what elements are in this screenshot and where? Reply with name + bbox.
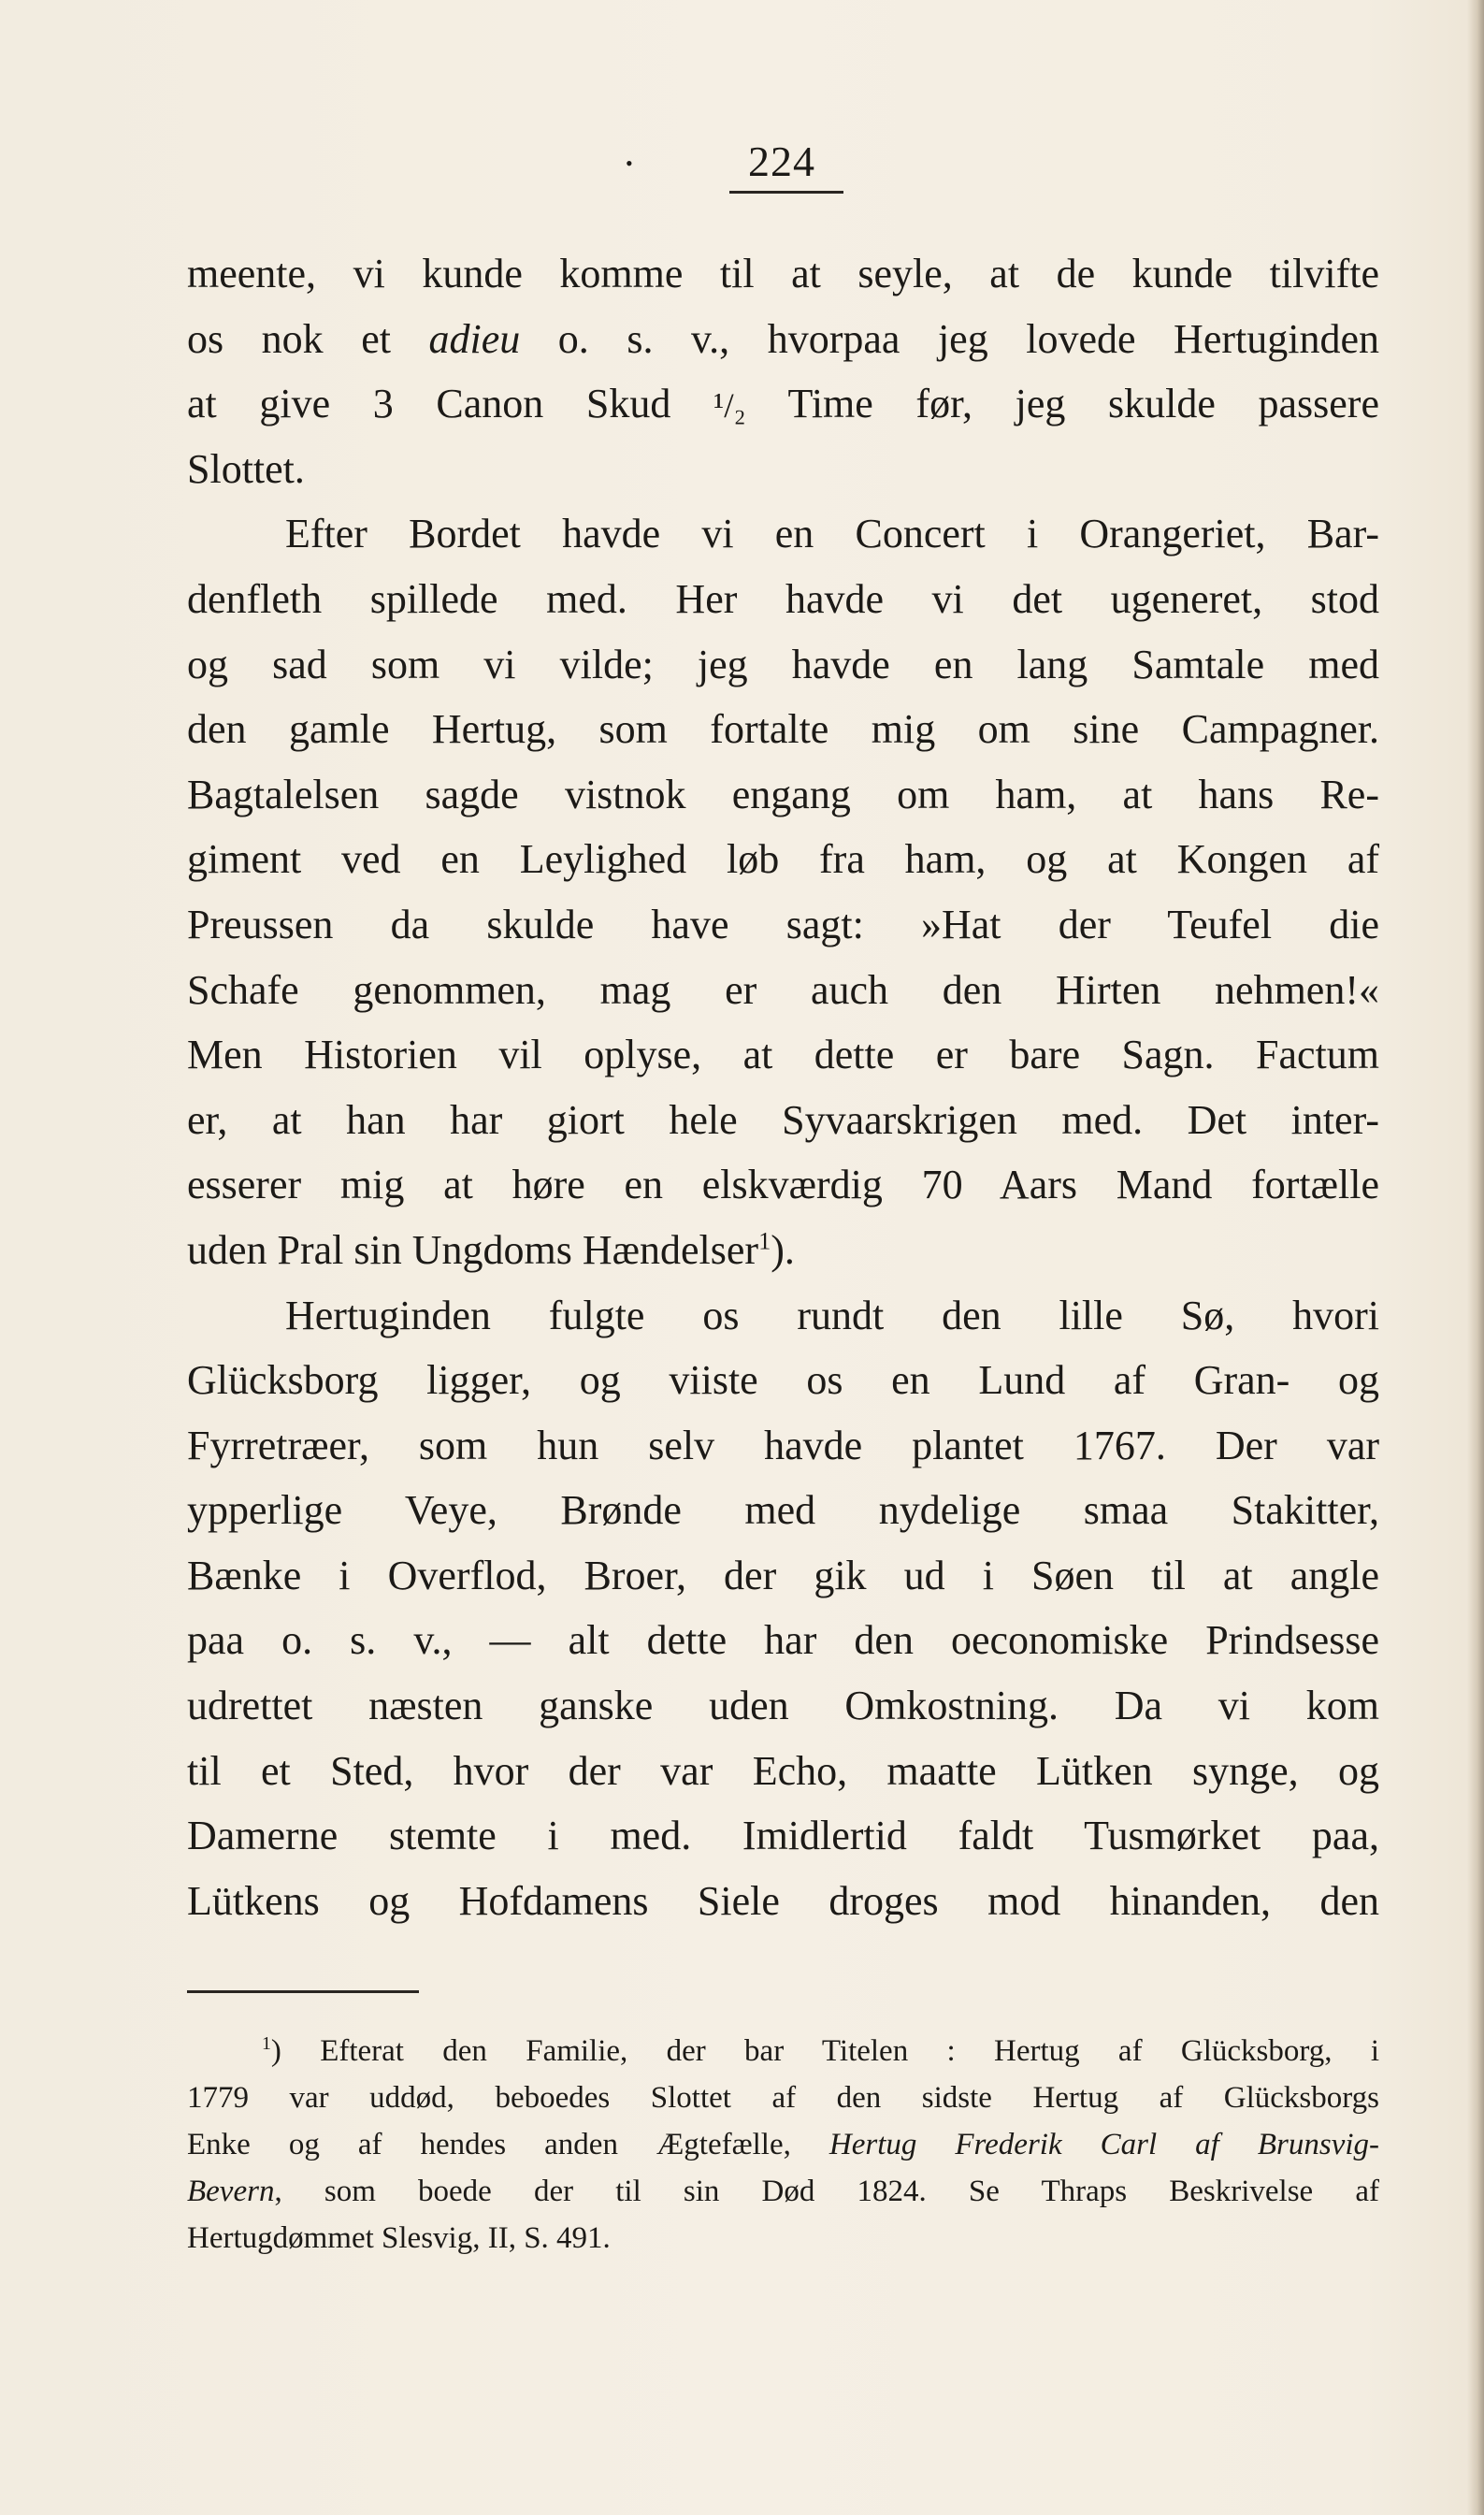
text-line: esserer mig at høre en elskværdig 70 Aars Mand fortælle [187, 1162, 1379, 1208]
text-line: Preussen da skulde have sagt: »Hat der Teufel die [187, 901, 1379, 947]
text-line: udrettet næsten ganske uden Omkostning. Da vi kom [187, 1683, 1379, 1729]
text-line: Slottet. [187, 445, 305, 492]
text-line: Lütkens og Hofdamens Siele droges mod hinanden, den [187, 1877, 1379, 1924]
page-number: 224 [748, 137, 815, 185]
footnote-line: Enke og af hendes anden Ægtefælle, Hertug Frederik Carl af Brunsvig- [187, 2128, 1379, 2161]
footnote-line: Bevern, som boede der til sin Død 1824. Se Thraps Beskrivelse af [187, 2175, 1379, 2208]
body-text [187, 241, 1379, 1933]
text-line: og sad som vi vilde; jeg havde en lang Samtale med [187, 641, 1379, 687]
fraction: ¹/₂ [713, 387, 746, 426]
text-line: meente, vi kunde komme til at seyle, at de kunde tilvifte [187, 251, 1379, 296]
text-line: til et Sted, hvor der var Echo, maatte Lütken synge, og [187, 1747, 1379, 1794]
italic-word: adieu [428, 315, 521, 362]
text-line: Bænke i Overflod, Broer, der gik ud i Søen til at angle [187, 1552, 1379, 1598]
text-line: Bagtalelsen sagde vistnok engang om ham, at hans Re- [187, 771, 1379, 817]
text-line: os nok et adieu o. s. v., hvorpaa jeg lovede Hertuginden [187, 315, 1379, 362]
footnote-line: Hertugdømmet Slesvig, II, S. 491. [187, 2221, 611, 2255]
footnote-rule [187, 1990, 419, 1993]
footnote-line: 1779 var uddød, beboedes Slottet af den sidste Hertug af Glücksborgs [187, 2081, 1379, 2115]
footnote [187, 2028, 1379, 2262]
text-line: er, at han har giort hele Syvaarskrigen med. Det inter- [187, 1096, 1379, 1143]
text-line: den gamle Hertug, som fortalte mig om sine Campagner. [187, 706, 1379, 753]
text-line: Damerne stemte i med. Imidlertid faldt Tusmørket paa, [187, 1813, 1379, 1859]
text-line: giment ved en Leylighed løb fra ham, og at Kongen af [187, 836, 1379, 883]
text-line: Hertuginden fulgte os rundt den lille Sø, hvori [285, 1292, 1379, 1338]
text-line: denfleth spillede med. Her havde vi det ugeneret, stod [187, 575, 1379, 622]
italic-name: Hertug Frederik Carl af Brunsvig- [828, 2128, 1379, 2161]
footnote-marker: 1 [758, 1226, 771, 1255]
text-line: paa o. s. v., — alt dette har den oeconomiske Prindsesse [187, 1617, 1379, 1664]
text-line: Glücksborg ligger, og viiste os en Lund af Gran- og [187, 1357, 1379, 1404]
text-line: Efter Bordet havde vi en Concert i Orangeriet, Bar- [285, 511, 1379, 557]
footnote-line: $^1$) Efterat den Familie, der bar Titelen : Hertug af Glücksborg, i [262, 2033, 1379, 2068]
header-rule [729, 191, 843, 194]
italic-name: Bevern [187, 2175, 275, 2208]
text-line: uden Pral sin Ungdoms Hændelser$^1$). [187, 1226, 795, 1273]
text-line: Schafe genommen, mag er auch den Hirten nehmen!« [187, 966, 1379, 1013]
text-line: ypperlige Veye, Brønde med nydelige smaa Stakitter, [187, 1487, 1379, 1534]
text-line: at give 3 Canon Skud ¹/₂ Time før, jeg skulde passere [187, 381, 1379, 427]
footnote-marker: 1 [262, 2033, 271, 2054]
header-bullet: • [626, 152, 633, 175]
page-header [0, 131, 1484, 196]
page-edge-shadow [1467, 0, 1484, 2515]
text-line: Fyrretræer, som hun selv havde plantet 1767. Der var [187, 1422, 1379, 1468]
text-line: Men Historien vil oplyse, at dette er bare Sagn. Factum [187, 1032, 1379, 1078]
